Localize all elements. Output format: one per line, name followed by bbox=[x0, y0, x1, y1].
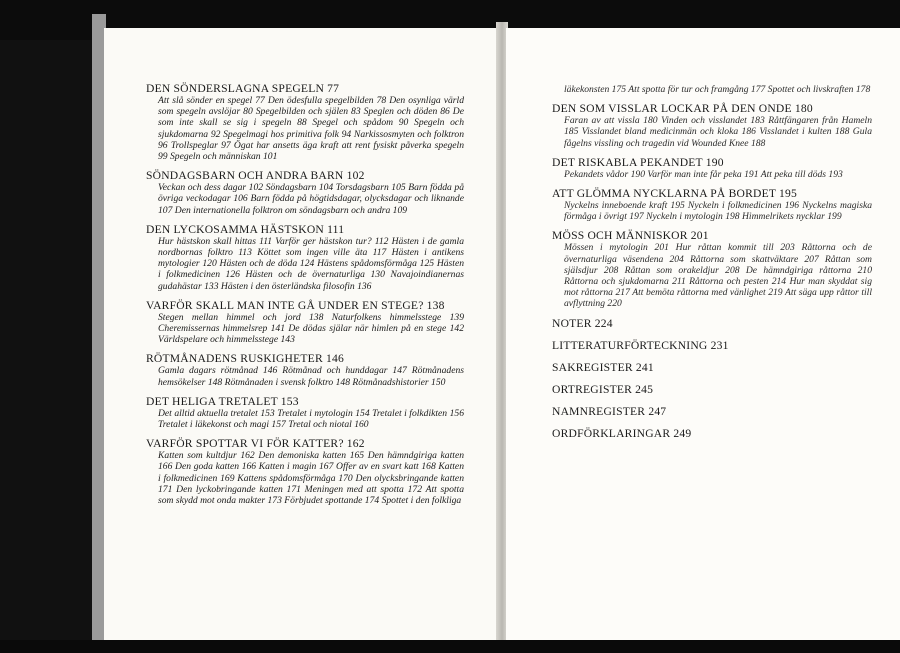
toc-heading: NAMNREGISTER 247 bbox=[552, 404, 667, 418]
toc-heading: DEN SOM VISSLAR LOCKAR PÅ DEN ONDE 180 bbox=[552, 102, 813, 116]
toc-entry bbox=[552, 187, 872, 222]
toc-subentries: Det alltid aktuella tretalet 153 Tretalet i mytologin 154 Tretalet i folkdikten 156 Tretalet i läkekonst och magi 157 Tretal och niotal 160 bbox=[158, 407, 464, 431]
toc-subentries: Stegen mellan himmel och jord 138 Naturfolkens himmelsstege 139 Cheremissernas himmelsrep 141 De dödas själar när himlen på en stege 142 Världspelare och himmelsstege 143 bbox=[158, 311, 464, 346]
toc-subentries: Faran av att vissla 180 Vinden och visslandet 183 Råttfängaren från Hameln 185 Visslandet bland medicinmän och kloka 186 Visslandet i kulten 188 Gula fågelns vissling och tragedin vid Wounded Knee 188 bbox=[564, 115, 872, 149]
toc-subentries: Veckan och dess dagar 102 Söndagsbarn 104 Torsdagsbarn 105 Barn födda på övriga veckodagar 106 Barn födda på högtidsdagar, olycksdagar och liknande 107 Den internationella folktron om söndagsbarn och andra 109 bbox=[158, 182, 464, 216]
toc-entry bbox=[552, 156, 872, 180]
toc-entry bbox=[146, 223, 464, 292]
toc-heading: DEN SÖNDERSLAGNA SPEGELN 77 bbox=[146, 82, 340, 95]
toc-heading: RÖTMÅNADENS RUSKIGHETER 146 bbox=[146, 352, 344, 366]
toc-entry bbox=[146, 437, 464, 506]
toc-subentries: Mössen i mytologin 201 Hur råttan kommit till 203 Råttorna och de övernaturliga väsendena 204 Råttorna som skattväktare 207 Råttan som själsdjur 208 Råttan som orakeldjur 208 De hämndgiriga råttorna 210 Råttorna och sjukdomarna 211 Råttorna och pesten 214 Hur man skyddat sig mot råttorna 217 Att bemöta råttorna med vänlighet 219 Att säga upp råttor till avflyttning 220 bbox=[564, 242, 872, 310]
toc-heading: VARFÖR SPOTTAR VI FÖR KATTER? 162 bbox=[146, 437, 365, 451]
toc-entry bbox=[146, 299, 464, 346]
toc-entry bbox=[552, 427, 872, 440]
toc-heading: DET RISKABLA PEKANDET 190 bbox=[552, 155, 724, 169]
toc-heading: LITTERATURFÖRTECKNING 231 bbox=[552, 338, 729, 352]
toc-subentries: Hur hästskon skall hittas 111 Varför ger hästskon tur? 112 Hästen i de gamla nordbornas folktro 113 Köttet som ingen ville äta 117 Hästen i antikens mytologier 120 Hästen och de döda 124 Hästens spådomsförmåga 125 Hästen i folkmedicinen 126 Hästen och de övernaturliga 130 Navajoindianernas gudahästar 133 Hästen i den österländska filosofin 136 bbox=[158, 235, 464, 292]
toc-subentries: Katten som kultdjur 162 Den demoniska katten 165 Den hämndgiriga katten 166 Den goda katten 166 Katten i magin 167 Offer av en svart katt 168 Katten i folkmedicinen 169 Kattens spådomsförmåga 170 Den olycksbringande katten 171 Den lyckobringande katten 171 Meningen med att spotta 172 Att spotta som skydd mot onda makter 173 Förbjudet spottande 174 Spottet i den folkliga bbox=[158, 450, 464, 507]
scan-background-bottom bbox=[0, 640, 900, 653]
toc-subentries: Gamla dagars rötmånad 146 Rötmånad och hunddagar 147 Rötmånadens hemsökelser 148 Rötmånaden i svensk folktro 148 Rötmånadshistorier 150 bbox=[158, 365, 464, 388]
right-toc-column bbox=[552, 84, 872, 449]
toc-heading: SAKREGISTER 241 bbox=[552, 360, 654, 374]
toc-heading: VARFÖR SKALL MAN INTE GÅ UNDER EN STEGE? 138 bbox=[146, 298, 445, 312]
toc-entry bbox=[146, 82, 464, 162]
toc-entry-continued bbox=[552, 84, 872, 95]
toc-heading: DEN LYCKOSAMMA HÄSTSKON 111 bbox=[146, 222, 345, 236]
toc-entry bbox=[552, 229, 872, 309]
toc-entry bbox=[552, 405, 872, 418]
toc-entry bbox=[146, 352, 464, 387]
toc-subentries: Att slå sönder en spegel 77 Den ödesfulla spegelbilden 78 Den osynliga värld som spegeln avslöjar 80 Spegelbilden och själen 83 Speglen och döden 86 De som inte skall se sig i spegeln 88 Spegel och spådom 90 Spegeln och sjukdomarna 92 Spegelmagi hos primitiva folk 94 Narkissosmyten och folktron 96 Trollspeglar 97 Ögat har ansetts äga kraft att rent fysiskt påverka spegeln 99 Spegeln och människan 101 bbox=[158, 95, 464, 163]
toc-entry bbox=[552, 339, 872, 352]
toc-subentries: Pekandets vådor 190 Varför man inte får peka 191 Att peka till döds 193 bbox=[564, 168, 843, 180]
toc-entry bbox=[552, 361, 872, 374]
toc-entry bbox=[552, 383, 872, 396]
toc-heading: ORTREGISTER 245 bbox=[552, 382, 654, 396]
toc-heading: DET HELIGA TRETALET 153 bbox=[146, 394, 299, 408]
toc-entry bbox=[552, 317, 872, 330]
left-toc-column bbox=[146, 82, 464, 513]
right-page bbox=[506, 28, 900, 653]
toc-heading: ORDFÖRKLARINGAR 249 bbox=[552, 426, 692, 440]
left-page bbox=[104, 28, 498, 653]
toc-heading: ATT GLÖMMA NYCKLARNA PÅ BORDET 195 bbox=[552, 187, 798, 201]
toc-heading: NOTER 224 bbox=[552, 316, 613, 330]
toc-entry bbox=[146, 169, 464, 216]
toc-heading: MÖSS OCH MÄNNISKOR 201 bbox=[552, 229, 709, 243]
toc-subentries: läkekonsten 175 Att spotta för tur och framgång 177 Spottet och livskraften 178 bbox=[564, 84, 871, 95]
toc-subentries: Nyckelns inneboende kraft 195 Nyckeln i folkmedicinen 196 Nyckelns magiska förmåga i övrigt 197 Nyckeln i mytologin 198 Himmelrikets nycklar 199 bbox=[564, 200, 872, 223]
toc-heading: SÖNDAGSBARN OCH ANDRA BARN 102 bbox=[146, 169, 365, 183]
toc-entry bbox=[552, 102, 872, 149]
toc-entry bbox=[146, 395, 464, 430]
